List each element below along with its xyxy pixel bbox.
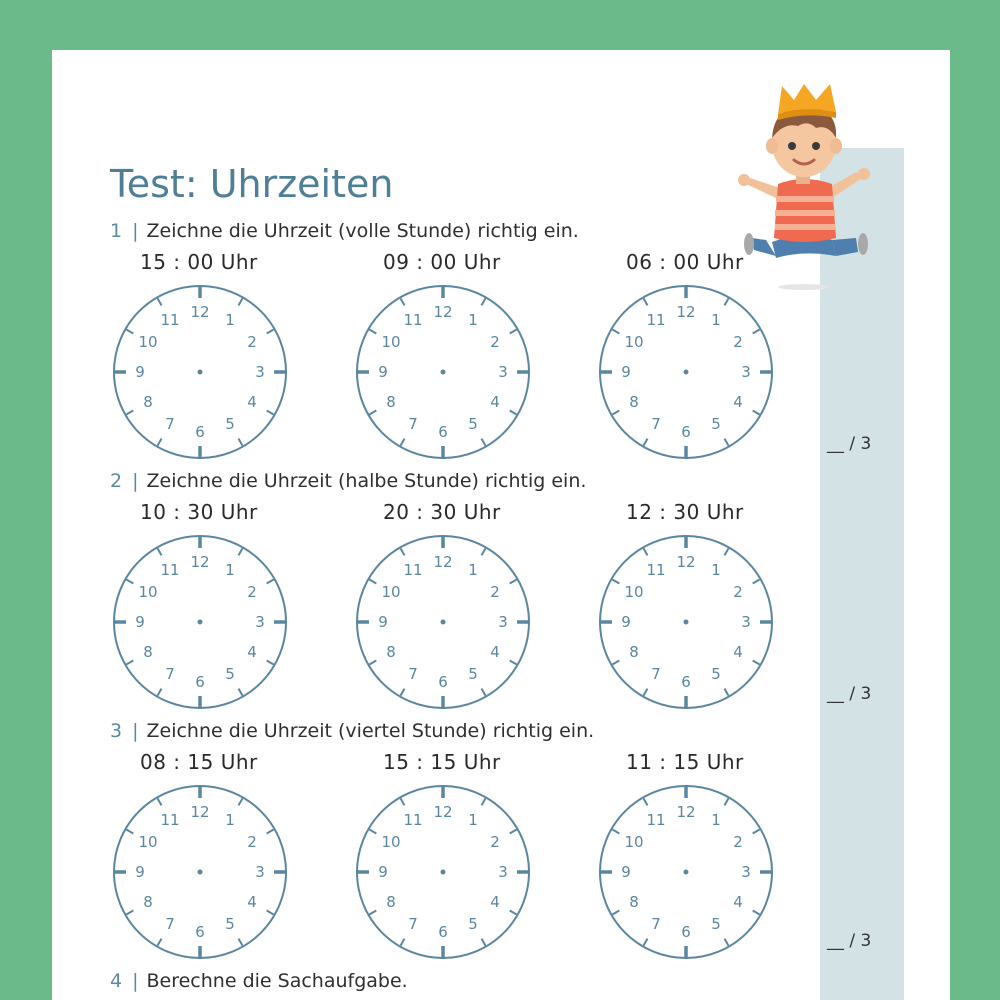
hour-number: 9	[621, 863, 631, 881]
hour-number: 1	[711, 561, 721, 580]
hour-number: 5	[225, 414, 235, 433]
hour-number: 2	[247, 583, 257, 601]
hour-number: 5	[711, 414, 721, 433]
hour-tick	[644, 298, 648, 305]
hour-number: 9	[135, 863, 145, 881]
hour-tick	[158, 439, 162, 446]
hour-tick	[369, 661, 376, 665]
hour-number: 12	[676, 553, 696, 571]
hour-tick	[753, 330, 760, 334]
hour-number: 4	[733, 393, 743, 411]
time-label: 15 : 15 Uhr	[383, 750, 501, 774]
clock-face[interactable]	[596, 782, 776, 962]
hour-tick	[369, 830, 376, 834]
hour-number: 8	[386, 893, 396, 911]
hour-tick	[725, 689, 729, 696]
hour-number: 10	[138, 833, 158, 851]
hour-number: 7	[165, 664, 175, 683]
hour-number: 12	[433, 553, 453, 571]
hour-number: 4	[247, 893, 257, 911]
hour-number: 2	[490, 583, 500, 601]
hour-number: 8	[629, 393, 639, 411]
hour-number: 2	[247, 333, 257, 351]
hour-number: 5	[468, 414, 478, 433]
task-number: 1	[110, 220, 123, 242]
hour-tick	[369, 411, 376, 415]
hour-number: 8	[143, 893, 153, 911]
clock-center	[198, 620, 203, 625]
hour-number: 6	[195, 673, 205, 691]
hour-tick	[267, 411, 274, 415]
hour-number: 11	[403, 561, 423, 580]
task-separator: |	[132, 720, 139, 742]
hour-tick	[753, 580, 760, 584]
task-number: 4	[110, 970, 123, 992]
hour-number: 1	[225, 561, 235, 580]
time-label: 09 : 00 Uhr	[383, 250, 501, 274]
hour-tick	[753, 911, 760, 915]
hour-tick	[126, 911, 133, 915]
hour-tick	[644, 798, 648, 805]
hour-number: 11	[646, 311, 666, 330]
clock-center	[198, 870, 203, 875]
hour-tick	[482, 689, 486, 696]
hour-number: 10	[381, 833, 401, 851]
hour-tick	[267, 580, 274, 584]
hour-tick	[239, 548, 243, 555]
hour-tick	[612, 330, 619, 334]
hour-number: 6	[438, 923, 448, 941]
hour-tick	[267, 830, 274, 834]
hour-number: 4	[490, 643, 500, 661]
hour-tick	[239, 689, 243, 696]
hour-tick	[644, 939, 648, 946]
hour-number: 5	[225, 664, 235, 683]
hour-number: 7	[408, 414, 418, 433]
clock-face[interactable]	[353, 282, 533, 462]
hour-number: 10	[381, 333, 401, 351]
hour-number: 12	[190, 303, 210, 321]
clock-face[interactable]	[596, 532, 776, 712]
hour-tick	[510, 911, 517, 915]
hour-tick	[239, 939, 243, 946]
hour-number: 11	[646, 561, 666, 580]
hour-tick	[158, 798, 162, 805]
task-number: 3	[110, 720, 123, 742]
time-label: 15 : 00 Uhr	[140, 250, 258, 274]
hour-tick	[482, 548, 486, 555]
task-1-instruction	[110, 220, 579, 242]
hour-number: 7	[165, 914, 175, 933]
hour-number: 4	[490, 893, 500, 911]
hour-tick	[725, 939, 729, 946]
hour-number: 6	[195, 423, 205, 441]
hour-number: 4	[247, 393, 257, 411]
time-label: 08 : 15 Uhr	[140, 750, 258, 774]
hour-tick	[725, 298, 729, 305]
hour-number: 10	[381, 583, 401, 601]
hour-tick	[725, 798, 729, 805]
hour-number: 9	[378, 363, 388, 381]
hour-tick	[267, 330, 274, 334]
time-label: 12 : 30 Uhr	[626, 500, 744, 524]
score-field[interactable]: __ / 3	[827, 434, 872, 454]
hour-number: 1	[468, 561, 478, 580]
hour-tick	[612, 911, 619, 915]
hour-tick	[126, 661, 133, 665]
clock-face-drawing	[353, 532, 533, 712]
hour-number: 3	[498, 613, 508, 631]
hour-tick	[401, 298, 405, 305]
hour-tick	[753, 661, 760, 665]
hour-number: 7	[651, 664, 661, 683]
task-separator: |	[132, 470, 139, 492]
hour-number: 5	[468, 914, 478, 933]
hour-tick	[369, 911, 376, 915]
hour-tick	[239, 439, 243, 446]
clock-center	[441, 370, 446, 375]
hour-number: 5	[468, 664, 478, 683]
hour-number: 8	[143, 643, 153, 661]
hour-tick	[126, 330, 133, 334]
hour-number: 8	[629, 643, 639, 661]
hour-number: 5	[225, 914, 235, 933]
hour-number: 3	[498, 863, 508, 881]
hour-number: 11	[160, 811, 180, 830]
hour-number: 3	[741, 363, 751, 381]
hour-tick	[369, 330, 376, 334]
hour-number: 9	[135, 613, 145, 631]
hour-number: 12	[190, 553, 210, 571]
clock-center	[684, 870, 689, 875]
hour-tick	[158, 548, 162, 555]
hour-number: 2	[490, 333, 500, 351]
hour-number: 3	[255, 613, 265, 631]
hour-number: 11	[646, 811, 666, 830]
hour-tick	[510, 330, 517, 334]
clock-face-drawing	[110, 282, 290, 462]
hour-tick	[644, 689, 648, 696]
time-label: 11 : 15 Uhr	[626, 750, 744, 774]
hour-number: 7	[165, 414, 175, 433]
task-separator: |	[132, 220, 139, 242]
clock-center	[441, 870, 446, 875]
hour-tick	[612, 830, 619, 834]
hour-tick	[401, 939, 405, 946]
hour-number: 5	[711, 664, 721, 683]
task-text: Zeichne die Uhrzeit (volle Stunde) richtig ein.	[146, 220, 579, 242]
hour-number: 12	[190, 803, 210, 821]
hour-number: 3	[741, 613, 751, 631]
hour-number: 11	[403, 811, 423, 830]
clock-center	[684, 620, 689, 625]
task-number: 2	[110, 470, 123, 492]
hour-number: 10	[624, 833, 644, 851]
boy-with-crown-icon	[732, 80, 872, 295]
task-separator: |	[132, 970, 139, 992]
hour-tick	[510, 661, 517, 665]
hour-tick	[510, 830, 517, 834]
hour-number: 1	[711, 811, 721, 830]
hour-number: 9	[378, 613, 388, 631]
hour-number: 6	[681, 423, 691, 441]
hour-number: 7	[408, 914, 418, 933]
hour-number: 2	[247, 833, 257, 851]
hour-tick	[126, 830, 133, 834]
task-2-instruction	[110, 470, 586, 492]
hour-tick	[401, 548, 405, 555]
time-label: 06 : 00 Uhr	[626, 250, 744, 274]
clock-face-drawing	[596, 282, 776, 462]
hour-number: 8	[386, 393, 396, 411]
hour-tick	[482, 939, 486, 946]
hour-number: 6	[438, 673, 448, 691]
hour-tick	[239, 298, 243, 305]
hour-tick	[239, 798, 243, 805]
hour-tick	[267, 661, 274, 665]
task-4-instruction	[110, 970, 408, 992]
clock-center	[684, 370, 689, 375]
hour-number: 2	[733, 833, 743, 851]
task-text: Zeichne die Uhrzeit (halbe Stunde) richtig ein.	[146, 470, 587, 492]
hour-number: 11	[403, 311, 423, 330]
hour-tick	[612, 661, 619, 665]
hour-number: 7	[408, 664, 418, 683]
hour-tick	[725, 439, 729, 446]
clock-face-drawing	[596, 782, 776, 962]
hour-tick	[482, 439, 486, 446]
clock-face-drawing	[110, 532, 290, 712]
hour-number: 12	[676, 803, 696, 821]
hour-tick	[510, 580, 517, 584]
hour-number: 10	[624, 583, 644, 601]
hour-number: 11	[160, 561, 180, 580]
hour-number: 1	[468, 311, 478, 330]
clock-face[interactable]	[596, 282, 776, 462]
hour-number: 8	[386, 643, 396, 661]
hour-number: 11	[160, 311, 180, 330]
task-3-instruction	[110, 720, 594, 742]
hour-number: 1	[225, 811, 235, 830]
hour-tick	[267, 911, 274, 915]
hour-tick	[126, 580, 133, 584]
hour-number: 9	[621, 613, 631, 631]
hour-number: 1	[711, 311, 721, 330]
hour-tick	[644, 548, 648, 555]
hour-number: 9	[135, 363, 145, 381]
hour-number: 7	[651, 914, 661, 933]
hour-tick	[158, 298, 162, 305]
task-text: Berechne die Sachaufgabe.	[146, 970, 408, 992]
time-label: 10 : 30 Uhr	[140, 500, 258, 524]
worksheet	[52, 50, 950, 1000]
hour-number: 10	[138, 583, 158, 601]
hour-tick	[644, 439, 648, 446]
hour-number: 2	[490, 833, 500, 851]
clock-face[interactable]	[110, 782, 290, 962]
hour-tick	[126, 411, 133, 415]
hour-number: 1	[468, 811, 478, 830]
hour-tick	[369, 580, 376, 584]
hour-number: 3	[255, 363, 265, 381]
hour-number: 10	[138, 333, 158, 351]
clock-face[interactable]	[110, 532, 290, 712]
hour-tick	[158, 689, 162, 696]
hour-number: 12	[433, 803, 453, 821]
hour-tick	[510, 411, 517, 415]
hour-tick	[725, 548, 729, 555]
hour-number: 9	[378, 863, 388, 881]
hour-number: 10	[624, 333, 644, 351]
hour-number: 8	[629, 893, 639, 911]
hour-number: 12	[676, 303, 696, 321]
score-field[interactable]: __ / 3	[827, 931, 872, 951]
hour-number: 5	[711, 914, 721, 933]
hour-number: 4	[733, 643, 743, 661]
hour-number: 12	[433, 303, 453, 321]
hour-number: 2	[733, 333, 743, 351]
hour-number: 1	[225, 311, 235, 330]
hour-number: 4	[733, 893, 743, 911]
hour-tick	[401, 689, 405, 696]
clock-face-drawing	[596, 532, 776, 712]
task-text: Zeichne die Uhrzeit (viertel Stunde) richtig ein.	[146, 720, 595, 742]
hour-tick	[158, 939, 162, 946]
clock-center	[441, 620, 446, 625]
time-label: 20 : 30 Uhr	[383, 500, 501, 524]
hour-number: 3	[498, 363, 508, 381]
hour-number: 2	[733, 583, 743, 601]
hour-number: 9	[621, 363, 631, 381]
hour-tick	[482, 298, 486, 305]
score-field[interactable]: __ / 3	[827, 684, 872, 704]
hour-tick	[612, 411, 619, 415]
clock-face-drawing	[353, 782, 533, 962]
hour-tick	[401, 798, 405, 805]
hour-tick	[753, 830, 760, 834]
hour-tick	[401, 439, 405, 446]
hour-number: 6	[681, 673, 691, 691]
hour-number: 8	[143, 393, 153, 411]
hour-number: 7	[651, 414, 661, 433]
hour-tick	[753, 411, 760, 415]
hour-number: 3	[741, 863, 751, 881]
hour-number: 4	[490, 393, 500, 411]
hour-number: 3	[255, 863, 265, 881]
hour-number: 6	[195, 923, 205, 941]
clock-face[interactable]	[353, 782, 533, 962]
clock-face[interactable]	[110, 282, 290, 462]
hour-tick	[482, 798, 486, 805]
clock-face-drawing	[353, 282, 533, 462]
hour-number: 4	[247, 643, 257, 661]
hour-number: 6	[438, 423, 448, 441]
clock-center	[198, 370, 203, 375]
clock-face-drawing	[110, 782, 290, 962]
clock-face[interactable]	[353, 532, 533, 712]
page-title: Test: Uhrzeiten	[110, 162, 394, 206]
hour-number: 6	[681, 923, 691, 941]
hour-tick	[612, 580, 619, 584]
